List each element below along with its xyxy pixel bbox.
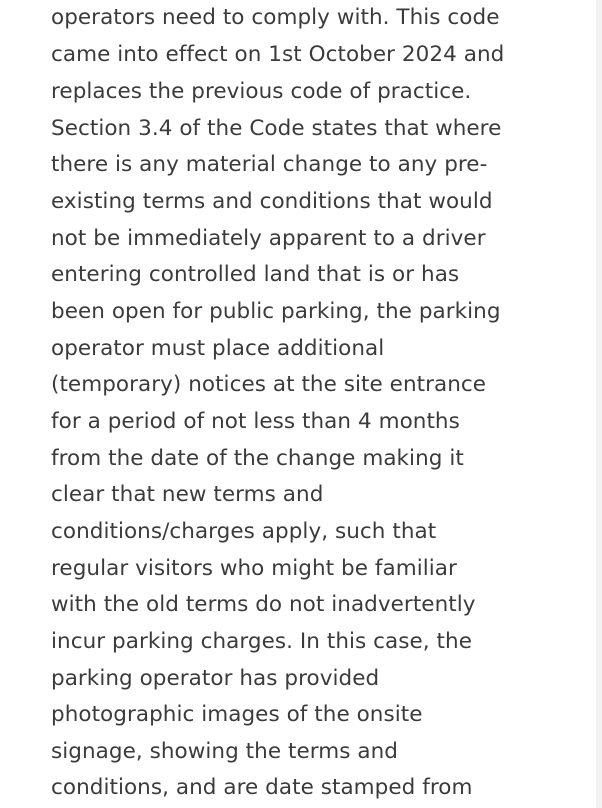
text-line: parking operator has provided: [51, 666, 380, 691]
text-line: replaces the previous code of practice.: [51, 79, 472, 104]
text-line: (temporary) notices at the site entrance: [51, 372, 487, 397]
text-line: existing terms and conditions that would: [51, 189, 493, 214]
text-line: not be immediately apparent to a driver: [51, 226, 486, 251]
text-line: from the date of the change making it: [51, 446, 464, 471]
text-line: regular visitors who might be familiar: [51, 556, 457, 581]
text-line: for a period of not less than 4 months: [51, 409, 460, 434]
text-line: incur parking charges. In this case, the: [51, 629, 472, 654]
text-line: conditions/charges apply, such that: [51, 519, 437, 544]
text-line: came into effect on 1st October 2024 and: [51, 42, 505, 67]
text-line: conditions, and are date stamped from: [51, 775, 473, 800]
text-line: Section 3.4 of the Code states that where: [51, 116, 502, 141]
text-line: there is any material change to any pre-: [51, 152, 488, 177]
text-line: signage, showing the terms and: [51, 739, 398, 764]
text-line: entering controlled land that is or has: [51, 262, 460, 287]
text-line: with the old terms do not inadvertently: [51, 592, 476, 617]
text-line: clear that new terms and: [51, 482, 324, 507]
text-line: operators need to comply with. This code: [51, 5, 500, 30]
text-line: been open for public parking, the parking: [51, 299, 501, 324]
text-line: photographic images of the onsite: [51, 702, 423, 727]
text-line: operator must place additional: [51, 336, 385, 361]
